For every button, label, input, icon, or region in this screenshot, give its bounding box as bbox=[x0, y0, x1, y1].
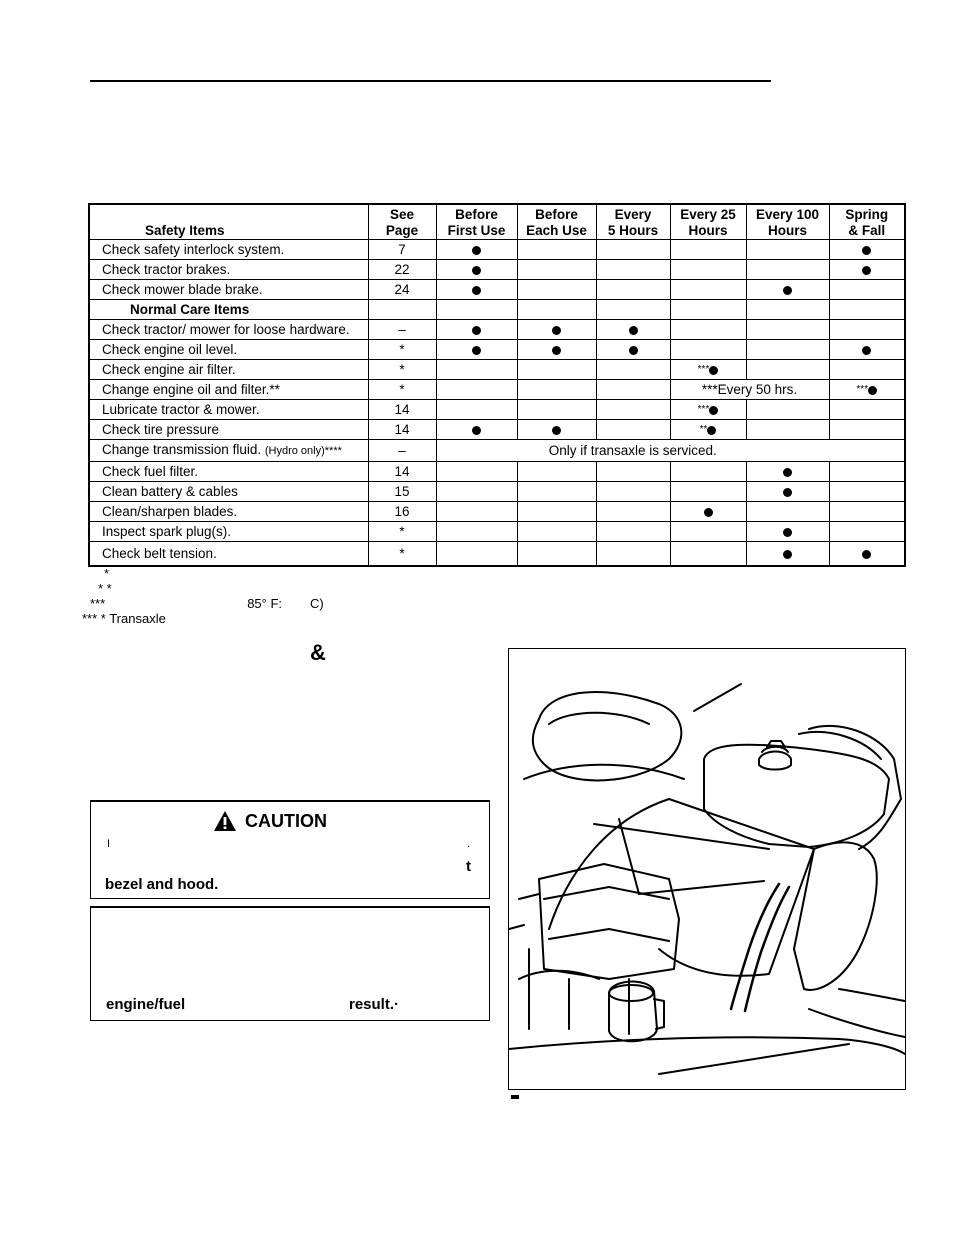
bullet-icon bbox=[472, 326, 481, 335]
header-row bbox=[89, 204, 905, 240]
table-row bbox=[89, 240, 905, 260]
row-item: Change engine oil and filter.** bbox=[89, 380, 368, 400]
footnote-mark: ** bbox=[699, 424, 708, 435]
heading-fragment: & bbox=[310, 640, 326, 665]
row-page: * bbox=[368, 340, 436, 360]
bullet-icon bbox=[552, 346, 561, 355]
header-25-hours: Every 25 Hours bbox=[670, 204, 746, 240]
bullet-icon bbox=[783, 488, 792, 497]
footnotes bbox=[82, 566, 324, 626]
bullet-icon bbox=[472, 266, 481, 275]
row-item: Inspect spark plug(s). bbox=[89, 522, 368, 542]
warning-triangle-icon bbox=[213, 810, 237, 832]
bullet-icon bbox=[783, 468, 792, 477]
row-item: Check fuel filter. bbox=[89, 462, 368, 482]
caution-heading bbox=[213, 810, 327, 832]
top-rule bbox=[90, 80, 771, 82]
bullet-icon bbox=[704, 508, 713, 517]
bullet-icon bbox=[472, 246, 481, 255]
bullet-icon bbox=[472, 426, 481, 435]
bullet-icon bbox=[552, 326, 561, 335]
caution-text-fragment: I bbox=[107, 838, 111, 850]
engine-fuel-tank-drawing bbox=[509, 649, 905, 1089]
row-page: * bbox=[368, 360, 436, 380]
bullet-icon bbox=[783, 286, 792, 295]
header-see-page: See Page bbox=[368, 204, 436, 240]
table-row bbox=[89, 462, 905, 482]
footnote-mark: *** bbox=[697, 364, 710, 375]
footnote-2: * * bbox=[98, 581, 112, 596]
row-item: Check tractor brakes. bbox=[89, 260, 368, 280]
caution-text-fragment: . bbox=[467, 838, 471, 850]
row-item: Clean battery & cables bbox=[89, 482, 368, 502]
bullet-icon bbox=[472, 346, 481, 355]
footnote-1: * bbox=[104, 566, 110, 581]
table-row bbox=[89, 502, 905, 522]
section-normal-care: Normal Care Items bbox=[89, 300, 368, 320]
caution-bezel-text: bezel and hood. bbox=[105, 876, 219, 893]
row-page: 16 bbox=[368, 502, 436, 522]
bullet-icon bbox=[709, 366, 718, 375]
bullet-icon bbox=[862, 550, 871, 559]
bullet-icon bbox=[709, 406, 718, 415]
table-row bbox=[89, 260, 905, 280]
row-item: Check belt tension. bbox=[89, 542, 368, 567]
row-page: 24 bbox=[368, 280, 436, 300]
row-page: 7 bbox=[368, 240, 436, 260]
table-row bbox=[89, 482, 905, 502]
footnote-3: *** 85° F: C) bbox=[90, 596, 324, 611]
bullet-icon bbox=[629, 346, 638, 355]
header-safety-items: Safety Items bbox=[89, 204, 368, 240]
notice-text-fragment: engine/fuel bbox=[106, 996, 186, 1013]
row-page: 15 bbox=[368, 482, 436, 502]
figure-mark bbox=[511, 1095, 519, 1099]
row-page: 22 bbox=[368, 260, 436, 280]
bullet-icon bbox=[868, 386, 877, 395]
table-row bbox=[89, 340, 905, 360]
footnote-mark: *** bbox=[697, 404, 710, 415]
caution-box bbox=[90, 800, 490, 899]
bullet-icon bbox=[707, 426, 716, 435]
row-item: Lubricate tractor & mower. bbox=[89, 400, 368, 420]
engine-illustration bbox=[508, 648, 906, 1090]
row-page: * bbox=[368, 542, 436, 567]
header-100-hours: Every 100 Hours bbox=[746, 204, 829, 240]
row-page: 14 bbox=[368, 400, 436, 420]
every-50-hrs-text: ***Every 50 hrs. bbox=[670, 380, 829, 400]
row-page: – bbox=[368, 440, 436, 462]
bullet-icon bbox=[862, 346, 871, 355]
table-row bbox=[89, 440, 905, 462]
notice-box bbox=[90, 906, 490, 1021]
row-page: 14 bbox=[368, 462, 436, 482]
table-row bbox=[89, 522, 905, 542]
bullet-icon bbox=[783, 550, 792, 559]
row-item: Check engine oil level. bbox=[89, 340, 368, 360]
header-5-hours: Every 5 Hours bbox=[596, 204, 670, 240]
header-first-use: Before First Use bbox=[436, 204, 517, 240]
bullet-icon bbox=[552, 426, 561, 435]
section-row bbox=[89, 300, 905, 320]
row-page: * bbox=[368, 380, 436, 400]
row-page: * bbox=[368, 522, 436, 542]
table-row bbox=[89, 320, 905, 340]
table-row bbox=[89, 380, 905, 400]
caution-text-fragment: t bbox=[466, 858, 471, 875]
row-page: 14 bbox=[368, 420, 436, 440]
row-item: Check mower blade brake. bbox=[89, 280, 368, 300]
row-item: Check tire pressure bbox=[89, 420, 368, 440]
footnote-4: *** * Transaxle bbox=[82, 611, 166, 626]
row-item: Clean/sharpen blades. bbox=[89, 502, 368, 522]
row-item: Change transmission fluid. (Hydro only)**** bbox=[89, 440, 368, 462]
footnote-mark: *** bbox=[856, 384, 869, 395]
header-each-use: Before Each Use bbox=[517, 204, 596, 240]
table-row bbox=[89, 360, 905, 380]
table-row bbox=[89, 400, 905, 420]
notice-text-fragment: result.· bbox=[349, 996, 400, 1013]
row-page: – bbox=[368, 320, 436, 340]
header-spring-fall: Spring & Fall bbox=[829, 204, 905, 240]
bullet-icon bbox=[783, 528, 792, 537]
transaxle-note: Only if transaxle is serviced. bbox=[436, 440, 829, 462]
table-row bbox=[89, 420, 905, 440]
row-item: Check tractor/ mower for loose hardware. bbox=[89, 320, 368, 340]
caution-title: CAUTION bbox=[245, 810, 327, 831]
maintenance-schedule-table bbox=[88, 203, 906, 567]
table-row bbox=[89, 280, 905, 300]
table-row bbox=[89, 542, 905, 567]
bullet-icon bbox=[472, 286, 481, 295]
bullet-icon bbox=[862, 266, 871, 275]
row-item: Check engine air filter. bbox=[89, 360, 368, 380]
row-item: Check safety interlock system. bbox=[89, 240, 368, 260]
bullet-icon bbox=[862, 246, 871, 255]
bullet-icon bbox=[629, 326, 638, 335]
